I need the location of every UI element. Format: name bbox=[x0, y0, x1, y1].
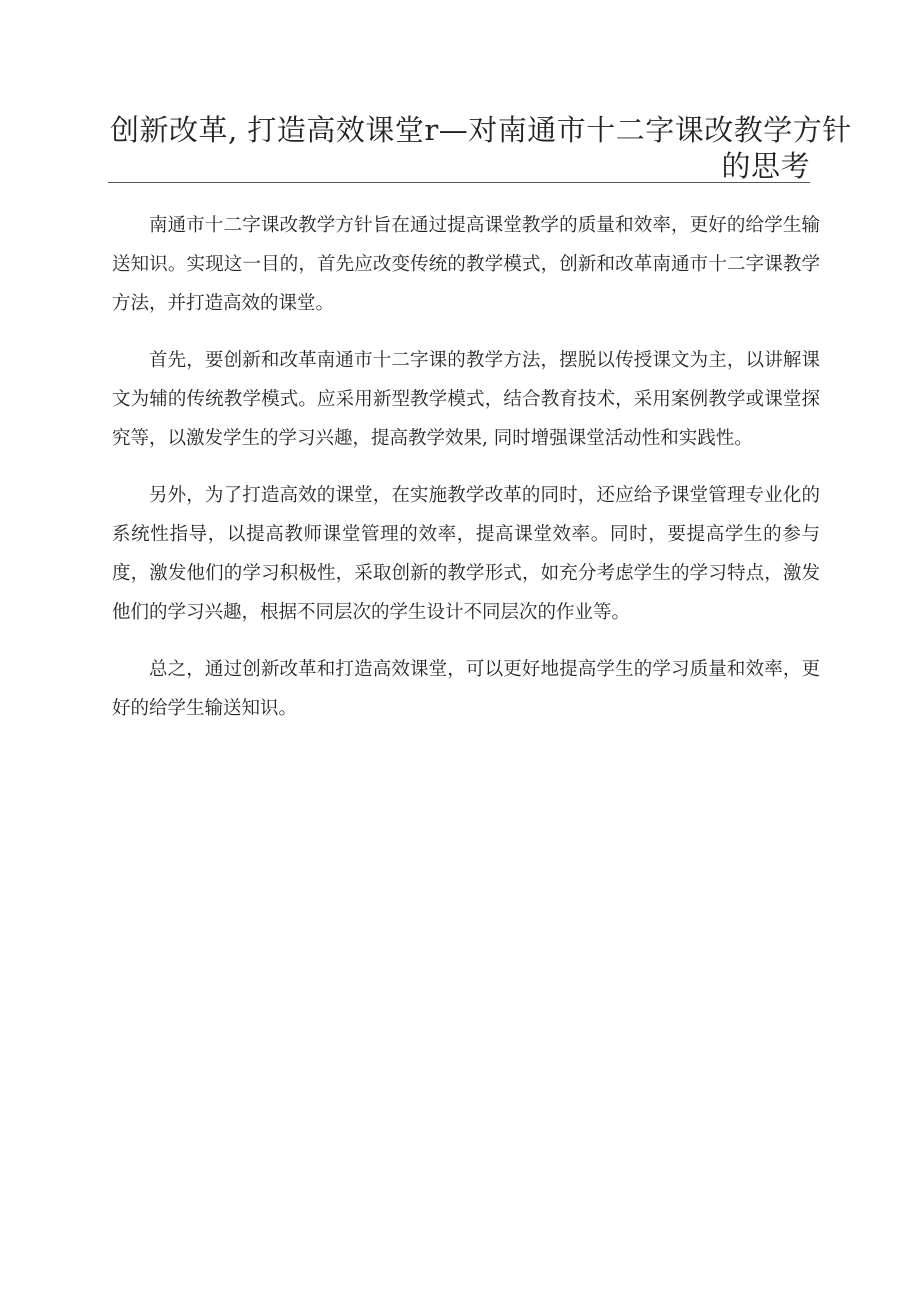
title-underline bbox=[108, 182, 810, 183]
title-line-2: 的思考 bbox=[721, 149, 810, 183]
paragraph-1: 南通市十二字课改教学方针旨在通过提高课堂教学的质量和效率，更好的给学生输送知识。实现这一目的，首先应改变传统的教学模式，创新和改革南通市十二字课教学方法，并打造高效的课堂。 bbox=[112, 215, 820, 314]
title-line-1: 创新改革, 打造高效课堂r—对南通市十二字课改教学方针 bbox=[110, 113, 852, 147]
paragraph-2: 首先，要创新和改革南通市十二字课的教学方法，摆脱以传授课文为主，以讲解课文为辅的传统教学模式。应采用新型教学模式，结合教育技术，采用案例教学或课堂探究等，以激发学生的学习兴趣，提高教学效果, 同时增强课堂活动性和实践性。 bbox=[112, 350, 820, 449]
paragraph-4: 总之，通过创新改革和打造高效课堂，可以更好地提高学生的学习质量和效率，更好的给学生输送知识。 bbox=[112, 659, 820, 719]
document-title bbox=[110, 112, 852, 184]
paragraph-3: 另外，为了打造高效的课堂，在实施教学改革的同时，还应给予课堂管理专业化的系统性指导，以提高教师课堂管理的效率，提高课堂效率。同时，要提高学生的参与度，激发他们的学习积极性，采取创新的教学形式，如充分考虑学生的学习特点，激发他们的学习兴趣，根据不同层次的学生设计不同层次的作业等。 bbox=[112, 485, 820, 623]
document-body bbox=[112, 206, 820, 746]
